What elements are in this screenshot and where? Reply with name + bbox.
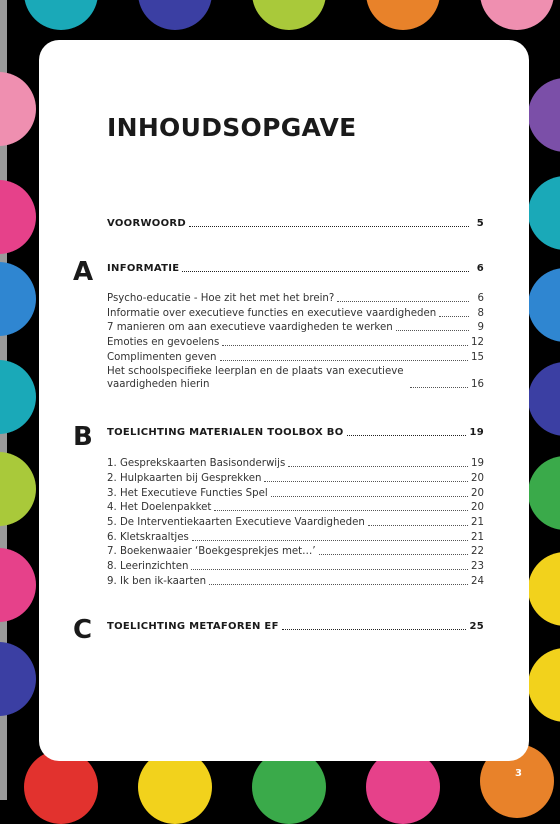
toc-page: 20: [471, 502, 484, 513]
toc-label: 5. De Interventiekaarten Executieve Vaardigheden: [107, 517, 365, 528]
toc-page: 21: [471, 517, 484, 528]
dot-leader: [220, 359, 469, 361]
dot-leader: [264, 480, 468, 482]
dot-indigo: [0, 642, 36, 716]
dot-leader: [209, 583, 468, 585]
dot-leader: [396, 329, 469, 331]
dot-leader: [337, 300, 469, 302]
toc-label: TOELICHTING MATERIALEN TOOLBOX BO: [107, 427, 344, 438]
toc-label: 6. Kletskraaltjes: [107, 532, 189, 543]
dot-green: [252, 750, 326, 824]
dot-blue: [0, 262, 36, 336]
toc-entry[interactable]: [107, 472, 484, 485]
toc-entry[interactable]: [107, 351, 484, 364]
toc-label: 7. Boekenwaaier ‘Boekgesprekjes met…’: [107, 546, 316, 557]
dot-leader: [319, 553, 468, 555]
toc-entry-voorwoord[interactable]: [107, 217, 484, 230]
toc-entry[interactable]: [107, 516, 484, 529]
dot-leader: [271, 495, 468, 497]
toc-entry[interactable]: [107, 560, 484, 573]
page-number: 3: [515, 768, 522, 779]
toc-label: 2. Hulpkaarten bij Gesprekken: [107, 473, 262, 484]
toc-page: 5: [476, 218, 484, 229]
dot-purple: [528, 78, 560, 152]
toc-label: 8. Leerinzichten: [107, 561, 189, 572]
dot-leader: [191, 568, 468, 570]
toc-entry[interactable]: [107, 292, 484, 305]
dot-red: [24, 750, 98, 824]
dot-yellow: [138, 750, 212, 824]
toc-entry[interactable]: [107, 336, 484, 349]
toc-entry[interactable]: [107, 457, 484, 470]
dot-hotpink: [366, 750, 440, 824]
toc-section-heading-b[interactable]: [107, 426, 484, 439]
dot-leader: [368, 524, 468, 526]
dot-hotpink: [0, 548, 36, 622]
toc-label: 3. Het Executieve Functies Spel: [107, 488, 268, 499]
toc-section-heading-c[interactable]: [107, 620, 484, 633]
toc-entry[interactable]: [107, 307, 484, 320]
toc-label: Informatie over executieve functies en executieve vaardigheden: [107, 308, 437, 319]
dot-yellow: [528, 648, 560, 722]
toc-label: INFORMATIE: [107, 263, 180, 274]
dot-lime: [0, 452, 36, 526]
dot-lime: [252, 0, 326, 30]
dot-leader: [288, 465, 468, 467]
dot-teal: [0, 360, 36, 434]
toc-page: 19: [471, 458, 484, 469]
toc-label: Het schoolspecifieke leerplan en de plaats van executieve vaardigheden hierin: [107, 366, 404, 390]
dot-leader: [439, 315, 469, 317]
dot-hotpink: [0, 180, 36, 254]
dot-leader: [189, 225, 469, 227]
dot-leader: [347, 434, 467, 436]
dot-leader: [214, 509, 468, 511]
toc-entry[interactable]: [107, 365, 484, 391]
dot-yellow: [528, 552, 560, 626]
toc-page: 12: [471, 337, 484, 348]
section-letter-b: B: [73, 422, 93, 452]
toc-page: 19: [469, 427, 484, 438]
dot-indigo: [138, 0, 212, 30]
toc-page: 22: [471, 546, 484, 557]
dot-leader: [192, 539, 468, 541]
toc-page: 20: [471, 488, 484, 499]
toc-label: Emoties en gevoelens: [107, 337, 220, 348]
dot-green: [528, 456, 560, 530]
toc-entry[interactable]: [107, 575, 484, 588]
toc-entry[interactable]: [107, 531, 484, 544]
toc-section-heading-a[interactable]: [107, 262, 484, 275]
dot-blue: [528, 268, 560, 342]
toc-page: 21: [471, 532, 484, 543]
dot-leader: [282, 628, 467, 630]
toc-entry[interactable]: [107, 545, 484, 558]
toc-entry[interactable]: [107, 501, 484, 514]
dot-teal: [528, 176, 560, 250]
toc-label: 9. Ik ben ik-kaarten: [107, 576, 207, 587]
toc-page: 15: [471, 352, 484, 363]
toc-label: Psycho-educatie - Hoe zit het met het brein?: [107, 293, 335, 304]
toc-page: 8: [477, 308, 484, 319]
section-letter-a: A: [73, 257, 94, 287]
toc-entry[interactable]: [107, 487, 484, 500]
dot-pink: [480, 0, 554, 30]
toc-card: [39, 40, 529, 761]
toc-entry[interactable]: [107, 321, 484, 334]
dot-teal: [24, 0, 98, 30]
toc-page: 24: [471, 576, 484, 587]
toc-label: 1. Gesprekskaarten Basisonderwijs: [107, 458, 286, 469]
toc-label: Complimenten geven: [107, 352, 217, 363]
toc-label: VOORWOORD: [107, 218, 186, 229]
section-letter-c: C: [73, 615, 93, 645]
toc-page: 9: [477, 322, 484, 333]
dot-leader: [182, 270, 469, 272]
dot-leader: [222, 344, 468, 346]
toc-page: 20: [471, 473, 484, 484]
page-title: INHOUDSOPGAVE: [107, 113, 357, 142]
dot-orange: [366, 0, 440, 30]
toc-page: 6: [477, 293, 484, 304]
dot-indigo: [528, 362, 560, 436]
toc-page: 23: [471, 561, 484, 572]
dot-leader: [410, 386, 468, 388]
toc-label: TOELICHTING METAFOREN EF: [107, 621, 279, 632]
toc-label: 4. Het Doelenpakket: [107, 502, 212, 513]
toc-label: 7 manieren om aan executieve vaardigheden te werken: [107, 322, 393, 333]
dot-pink: [0, 72, 36, 146]
toc-page: 16: [471, 379, 484, 390]
toc-page: 25: [469, 621, 484, 632]
toc-page: 6: [476, 263, 484, 274]
